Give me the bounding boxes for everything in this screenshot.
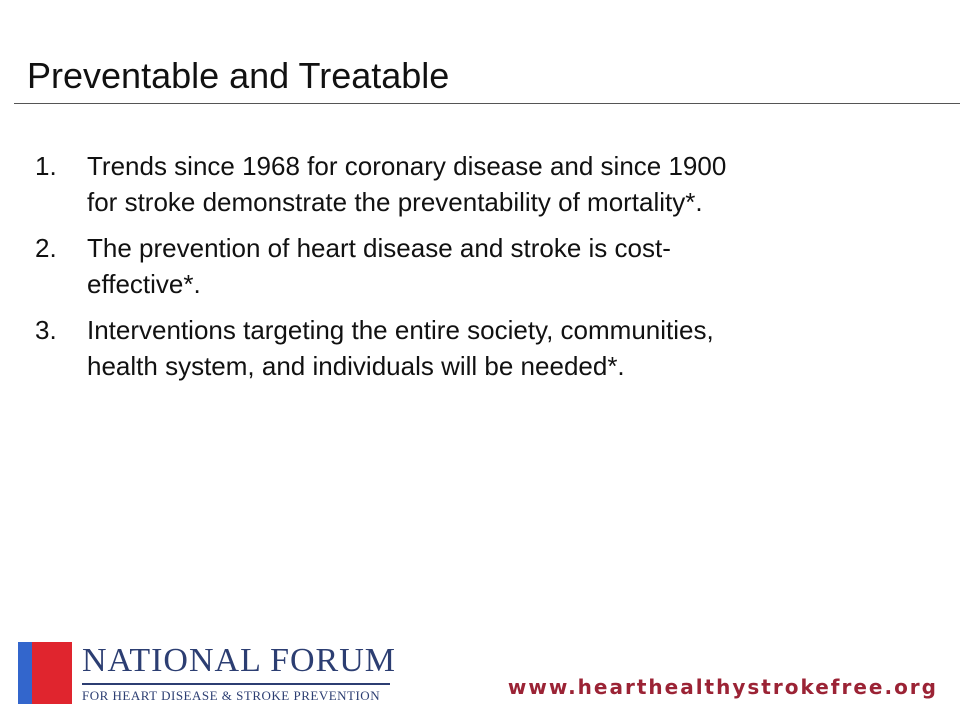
list-number: 2.: [35, 233, 57, 263]
slide-title: Preventable and Treatable: [27, 55, 450, 96]
list-item-text: Interventions targeting the entire society, communities,: [87, 315, 714, 345]
title-divider: [14, 103, 960, 104]
flag-mark-blue-band: [18, 642, 32, 704]
flag-mark-icon: [18, 642, 72, 704]
bullet-list: [35, 148, 925, 394]
national-forum-logo: [18, 642, 397, 704]
list-number: 1.: [35, 151, 57, 181]
list-item: [35, 312, 925, 384]
logo-divider: [82, 683, 390, 685]
list-item-text: Trends since 1968 for coronary disease and since 1900: [87, 151, 727, 181]
logo-name: NATIONAL FORUM: [82, 642, 397, 679]
flag-mark-red-band: [32, 642, 72, 704]
list-item-text: effective*.: [87, 269, 201, 299]
list-item-text: health system, and individuals will be needed*.: [87, 351, 625, 381]
list-item: [35, 230, 925, 302]
list-item-text: for stroke demonstrate the preventability of mortality*.: [87, 187, 703, 217]
logo-subtitle: FOR HEART DISEASE & STROKE PREVENTION: [82, 688, 381, 703]
list-number: 3.: [35, 315, 57, 345]
website-url: www.hearthealthystrokefree.org: [507, 675, 938, 699]
list-item-text: The prevention of heart disease and stroke is cost-: [87, 233, 671, 263]
list-item: [35, 148, 925, 220]
